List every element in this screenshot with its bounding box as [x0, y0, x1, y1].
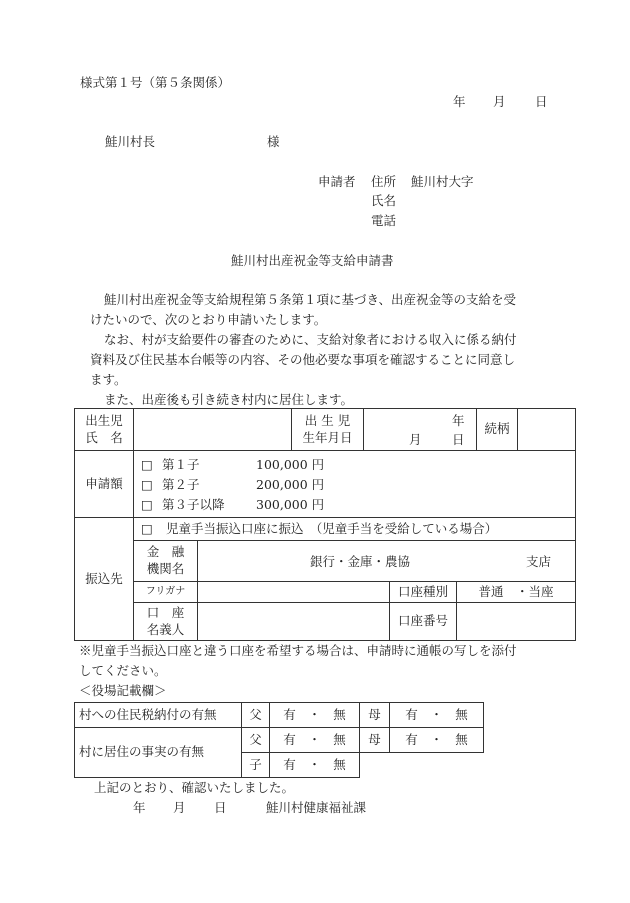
account-holder-field[interactable]	[198, 603, 389, 640]
footer-year-label: 年	[133, 800, 146, 815]
account-number-label: 口座番号	[397, 613, 448, 629]
transfer-label: 振込先	[85, 570, 123, 586]
bank-name-label: 金 融 機関名	[146, 544, 185, 576]
bank-types: 銀行・金庫・農協	[310, 554, 411, 569]
amount-option-label: 第３子以降	[162, 497, 225, 512]
paragraph-3-line-1: また、出産後も引き続き村内に居住します。	[104, 392, 354, 407]
furigana-field[interactable]	[198, 582, 389, 602]
checkbox[interactable]: □	[141, 497, 153, 512]
amount-option-value: 100,000 円	[256, 457, 325, 472]
account-holder-label: 口 座 名義人	[146, 604, 185, 637]
confirmation-text: 上記のとおり、確認いたしました。	[94, 780, 295, 795]
applicant-address-value: 鮭川村大字	[411, 174, 474, 189]
note-line-2: してください。	[79, 663, 167, 678]
relationship-field[interactable]	[518, 409, 575, 450]
residence-child-yes-no[interactable]: 有 ・ 無	[283, 756, 346, 772]
applicant-name-label: 氏名	[371, 193, 397, 208]
account-type-label: 口座種別	[397, 583, 448, 599]
birth-month-label: 月	[409, 432, 422, 447]
child-label: 子	[249, 756, 262, 772]
tax-payment-label: 村への住民税納付の有無	[79, 706, 217, 722]
applicant-phone-label: 電話	[371, 213, 397, 228]
mother-label: 母	[368, 706, 381, 722]
birth-day-label: 日	[452, 432, 465, 447]
applicant-label: 申請者	[318, 174, 356, 189]
mother-label: 母	[368, 731, 381, 747]
account-number-field[interactable]	[457, 603, 575, 640]
footer-month-label: 月	[173, 800, 186, 815]
document-title: 鮭川村出産祝金等支給申請書	[231, 253, 394, 268]
amount-option-label: 第２子	[162, 477, 200, 492]
father-label: 父	[249, 706, 262, 722]
residence-father-yes-no[interactable]: 有 ・ 無	[283, 731, 346, 747]
paragraph-1-line-1: 鮭川村出産祝金等支給規程第５条第１項に基づき、出産祝金等の支給を受	[104, 292, 517, 307]
footer-day-label: 日	[214, 800, 227, 815]
relationship-label: 続柄	[484, 421, 510, 437]
amount-option-value: 200,000 円	[256, 477, 325, 492]
birth-year-label: 年	[452, 413, 465, 428]
amount-label: 申請額	[85, 475, 123, 491]
checkbox[interactable]: □	[141, 457, 153, 472]
tax-mother-yes-no[interactable]: 有 ・ 無	[405, 706, 468, 722]
residence-mother-yes-no[interactable]: 有 ・ 無	[405, 731, 468, 747]
paragraph-2-line-1: なお、村が支給要件の審査のために、支給対象者における収入に係る納付	[104, 332, 517, 347]
paragraph-2-line-2: 資料及び住民基本台帳等の内容、その他必要な事項を確認することに同意し	[90, 352, 516, 367]
date-day-label: 日	[535, 94, 548, 109]
child-name-field[interactable]	[134, 409, 291, 450]
honorific: 様	[267, 134, 280, 149]
child-allowance-checkbox[interactable]: □	[141, 521, 153, 536]
child-allowance-option: 児童手当振込口座に振込 （児童手当を受給している場合）	[166, 521, 498, 536]
bank-name-field[interactable]	[198, 541, 575, 581]
paragraph-2-line-3: ます。	[90, 372, 127, 387]
department-name: 鮭川村健康福祉課	[266, 800, 367, 815]
office-use-heading: ＜役場記載欄＞	[79, 683, 167, 698]
branch-label: 支店	[526, 554, 552, 569]
residence-label: 村に居住の事実の有無	[79, 744, 205, 760]
tax-father-yes-no[interactable]: 有 ・ 無	[283, 706, 346, 722]
applicant-address-label: 住所	[371, 174, 397, 189]
furigana-label: フリガナ	[145, 586, 186, 598]
child-name-label: 出生児 氏 名	[85, 412, 123, 445]
form-number: 様式第１号（第５条関係）	[80, 75, 231, 90]
checkbox[interactable]: □	[141, 477, 153, 492]
paragraph-1-line-2: けたいので、次のとおり申請いたします。	[90, 312, 327, 327]
account-type-selector[interactable]: 普通 ・当座	[478, 583, 554, 599]
date-month-label: 月	[493, 94, 506, 109]
date-year-label: 年	[453, 94, 466, 109]
father-label: 父	[249, 731, 262, 747]
amount-option-label: 第１子	[162, 457, 200, 472]
birthdate-field[interactable]	[364, 409, 476, 450]
note-line-1: ※児童手当振込口座と違う口座を希望する場合は、申請時に通帳の写しを添付	[79, 643, 517, 658]
amount-option-value: 300,000 円	[256, 497, 325, 512]
birthdate-label: 出 生 児 生年月日	[302, 412, 353, 445]
addressee: 鮭川村長	[105, 134, 156, 149]
